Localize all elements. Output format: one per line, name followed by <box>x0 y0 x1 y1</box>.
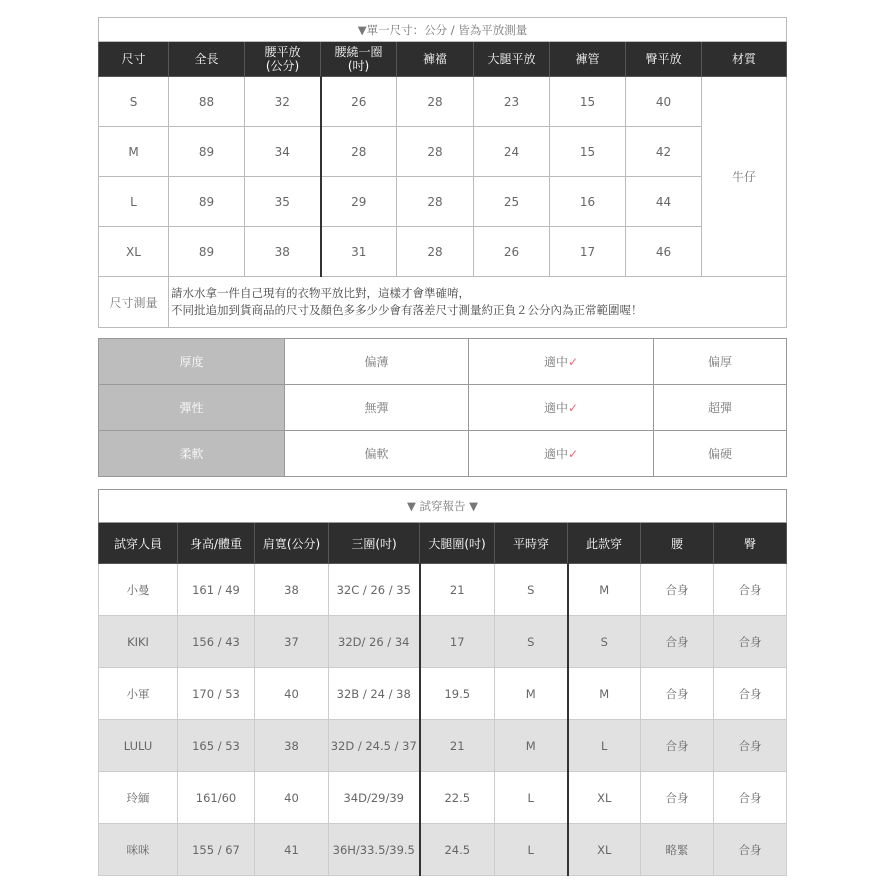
size-cell: 15 <box>550 127 626 177</box>
report-cell: 161 / 49 <box>178 564 255 616</box>
report-cell: S <box>495 616 568 668</box>
attribute-label: 彈性 <box>99 385 285 431</box>
size-cell: 25 <box>474 177 550 227</box>
header-waist-flat: 腰平放 (公分) <box>245 42 321 77</box>
size-cell: L <box>99 177 169 227</box>
size-table <box>98 17 787 328</box>
size-row <box>99 77 787 127</box>
header-length: 全長 <box>169 42 245 77</box>
report-cell: 咪咪 <box>99 824 178 876</box>
report-row <box>99 616 787 668</box>
size-cell: 89 <box>169 177 245 227</box>
report-cell: 合身 <box>641 616 714 668</box>
check-mark-icon: ✓ <box>567 401 579 415</box>
report-row <box>99 772 787 824</box>
header-thigh: 大腿平放 <box>474 42 550 77</box>
size-cell: 46 <box>626 227 702 277</box>
report-cell: 17 <box>420 616 495 668</box>
report-cell: 21 <box>420 720 495 772</box>
report-row <box>99 668 787 720</box>
header-rise: 褲襠 <box>397 42 474 77</box>
size-cell: 26 <box>474 227 550 277</box>
measurement-note-label: 尺寸測量 <box>99 277 169 328</box>
report-cell: 合身 <box>714 772 787 824</box>
report-cell: 合身 <box>714 668 787 720</box>
report-cell: 32B / 24 / 38 <box>329 668 420 720</box>
report-caption: ▼ 試穿報告 ▼ <box>99 490 787 523</box>
size-row <box>99 227 787 277</box>
attribute-option <box>285 385 469 431</box>
report-row <box>99 720 787 772</box>
attribute-option <box>654 339 787 385</box>
report-cell: 合身 <box>641 668 714 720</box>
header-hip: 臀平放 <box>626 42 702 77</box>
report-cell: 38 <box>255 720 329 772</box>
report-row <box>99 824 787 876</box>
attribute-option <box>469 339 654 385</box>
attribute-label: 厚度 <box>99 339 285 385</box>
header-tester: 試穿人員 <box>99 523 178 564</box>
size-cell: S <box>99 77 169 127</box>
measurement-note-line: 請水水拿一件自己現有的衣物平放比對，這樣才會準確唷， <box>171 286 470 300</box>
attribute-option <box>654 431 787 477</box>
attribute-label: 柔軟 <box>99 431 285 477</box>
attribute-option <box>285 339 469 385</box>
size-cell: M <box>99 127 169 177</box>
attribute-option-label: 適中 <box>543 401 568 415</box>
size-cell: 28 <box>321 127 397 177</box>
size-cell: 32 <box>245 77 321 127</box>
report-cell: 40 <box>255 668 329 720</box>
size-cell: 15 <box>550 77 626 127</box>
header-size: 尺寸 <box>99 42 169 77</box>
fabric-attribute-table <box>98 338 787 477</box>
report-cell: 32D/ 26 / 34 <box>329 616 420 668</box>
report-cell: 37 <box>255 616 329 668</box>
header-shoulder: 肩寬(公分) <box>255 523 329 564</box>
report-cell: 玲緬 <box>99 772 178 824</box>
report-cell: S <box>568 616 641 668</box>
report-cell: 合身 <box>641 564 714 616</box>
attribute-option-label: 偏硬 <box>707 447 732 461</box>
header-waist-fit: 腰 <box>641 523 714 564</box>
report-cell: 155 / 67 <box>178 824 255 876</box>
report-cell: S <box>495 564 568 616</box>
header-this-size: 此款穿 <box>568 523 641 564</box>
attribute-option-label: 偏厚 <box>707 355 732 369</box>
report-cell: 32D / 24.5 / 37 <box>329 720 420 772</box>
attribute-option <box>654 385 787 431</box>
report-cell: 合身 <box>714 824 787 876</box>
check-mark-icon: ✓ <box>567 355 579 369</box>
measurement-note-row <box>99 277 787 328</box>
size-cell: 29 <box>321 177 397 227</box>
size-cell: 38 <box>245 227 321 277</box>
report-cell: 小軍 <box>99 668 178 720</box>
size-table-caption: ▼單一尺寸：公分 / 皆為平放測量 <box>99 18 787 42</box>
size-cell: 17 <box>550 227 626 277</box>
report-cell: L <box>495 772 568 824</box>
report-cell: L <box>568 720 641 772</box>
size-cell: 28 <box>397 227 474 277</box>
attribute-option-label: 超彈 <box>707 401 732 415</box>
material-cell: 牛仔 <box>702 77 787 277</box>
size-cell: 35 <box>245 177 321 227</box>
report-cell: 合身 <box>641 720 714 772</box>
report-cell: M <box>568 668 641 720</box>
report-cell: 36H/33.5/39.5 <box>329 824 420 876</box>
header-usual-size: 平時穿 <box>495 523 568 564</box>
report-cell: 合身 <box>714 720 787 772</box>
header-material: 材質 <box>702 42 787 77</box>
header-measurements: 三圍(吋) <box>329 523 420 564</box>
size-cell: 26 <box>321 77 397 127</box>
attribute-option <box>469 431 654 477</box>
attribute-option-label: 偏軟 <box>364 447 389 461</box>
report-cell: 24.5 <box>420 824 495 876</box>
size-cell: 89 <box>169 127 245 177</box>
check-mark-icon: ✓ <box>567 447 579 461</box>
report-cell: 略緊 <box>641 824 714 876</box>
report-cell: 161/60 <box>178 772 255 824</box>
report-cell: 19.5 <box>420 668 495 720</box>
header-thigh-circ: 大腿圍(吋) <box>420 523 495 564</box>
report-cell: 156 / 43 <box>178 616 255 668</box>
attribute-option <box>285 431 469 477</box>
attribute-row <box>99 385 787 431</box>
attribute-row <box>99 431 787 477</box>
report-cell: KIKI <box>99 616 178 668</box>
header-waist-around: 腰繞一圈 (吋) <box>321 42 397 77</box>
size-cell: 89 <box>169 227 245 277</box>
attribute-option-label: 偏薄 <box>364 355 389 369</box>
report-cell: LULU <box>99 720 178 772</box>
report-cell: 小曼 <box>99 564 178 616</box>
size-cell: 40 <box>626 77 702 127</box>
header-hip-fit: 臀 <box>714 523 787 564</box>
report-cell: 34D/29/39 <box>329 772 420 824</box>
report-cell: 合身 <box>714 564 787 616</box>
report-cell: 41 <box>255 824 329 876</box>
size-cell: 28 <box>397 127 474 177</box>
report-cell: M <box>495 668 568 720</box>
report-cell: 40 <box>255 772 329 824</box>
report-cell: 合身 <box>714 616 787 668</box>
size-cell: 44 <box>626 177 702 227</box>
report-cell: 38 <box>255 564 329 616</box>
report-cell: L <box>495 824 568 876</box>
report-cell: 21 <box>420 564 495 616</box>
size-cell: 16 <box>550 177 626 227</box>
size-cell: 28 <box>397 177 474 227</box>
attribute-option-label: 適中 <box>543 355 568 369</box>
try-on-report-table <box>98 489 787 876</box>
report-cell: XL <box>568 772 641 824</box>
size-cell: XL <box>99 227 169 277</box>
size-cell: 34 <box>245 127 321 177</box>
report-cell: XL <box>568 824 641 876</box>
size-table-header-row <box>99 42 787 77</box>
size-row <box>99 127 787 177</box>
size-cell: 88 <box>169 77 245 127</box>
report-cell: 32C / 26 / 35 <box>329 564 420 616</box>
attribute-option-label: 適中 <box>543 447 568 461</box>
header-leg-opening: 褲管 <box>550 42 626 77</box>
report-cell: 22.5 <box>420 772 495 824</box>
report-cell: 165 / 53 <box>178 720 255 772</box>
report-header-row <box>99 523 787 564</box>
report-cell: M <box>568 564 641 616</box>
attribute-row <box>99 339 787 385</box>
report-cell: 合身 <box>641 772 714 824</box>
size-cell: 31 <box>321 227 397 277</box>
attribute-option-label: 無彈 <box>364 401 389 415</box>
attribute-option <box>469 385 654 431</box>
size-row <box>99 177 787 227</box>
size-cell: 28 <box>397 77 474 127</box>
measurement-note-line: 不同批追加到貨商品的尺寸及顏色多多少少會有落差尺寸測量約正負２公分內為正常範圍喔！ <box>171 303 643 317</box>
size-cell: 23 <box>474 77 550 127</box>
header-height-weight: 身高/體重 <box>178 523 255 564</box>
report-row <box>99 564 787 616</box>
size-cell: 24 <box>474 127 550 177</box>
report-cell: 170 / 53 <box>178 668 255 720</box>
report-cell: M <box>495 720 568 772</box>
size-cell: 42 <box>626 127 702 177</box>
measurement-note <box>169 277 787 328</box>
